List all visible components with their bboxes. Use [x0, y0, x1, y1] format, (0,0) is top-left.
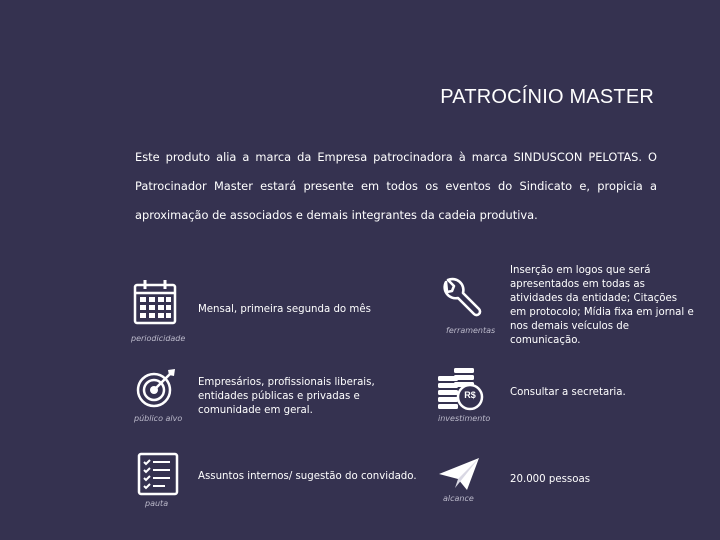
paper-plane-icon — [437, 456, 481, 492]
caption-alcance: alcance — [443, 494, 474, 503]
page-title: PATROCÍNIO MASTER — [440, 86, 654, 108]
text-periodicidade: Mensal, primeira segunda do mês — [198, 304, 371, 315]
currency-badge: R$ — [464, 390, 476, 400]
caption-investimento: investimento — [438, 414, 491, 423]
text-pauta: Assuntos internos/ sugestão do convidado. — [198, 471, 417, 482]
caption-publico-alvo: público alvo — [134, 414, 183, 423]
coins-icon — [436, 366, 488, 412]
wrench-icon — [438, 276, 484, 322]
text-publico-alvo: Empresários, profissionais liberais, entidades públicas e privadas e comunidade em geral. — [198, 377, 375, 416]
caption-pauta: pauta — [145, 499, 169, 508]
intro-paragraph: Este produto alia a marca da Empresa patrocinadora à marca SINDUSCON PELOTAS. O Patrocinador Master estará presente em todos os eventos do Sindicato e, propicia a aproximação de associados e demais integrantes da cadeia produtiva. — [135, 150, 657, 222]
target-icon — [135, 367, 177, 409]
text-investimento: Consultar a secretaria. — [510, 387, 626, 398]
checklist-icon — [137, 452, 179, 496]
text-alcance: 20.000 pessoas — [510, 474, 591, 485]
calendar-icon — [133, 279, 177, 325]
text-ferramentas: Inserção em logos que será apresentados em todas as atividades da entidade; Citações em protocolo; Mídia fixa em jornal e nos demais veículos de comunicação. — [510, 265, 694, 346]
caption-periodicidade: periodicidade — [131, 334, 186, 343]
caption-ferramentas: ferramentas — [446, 326, 496, 335]
